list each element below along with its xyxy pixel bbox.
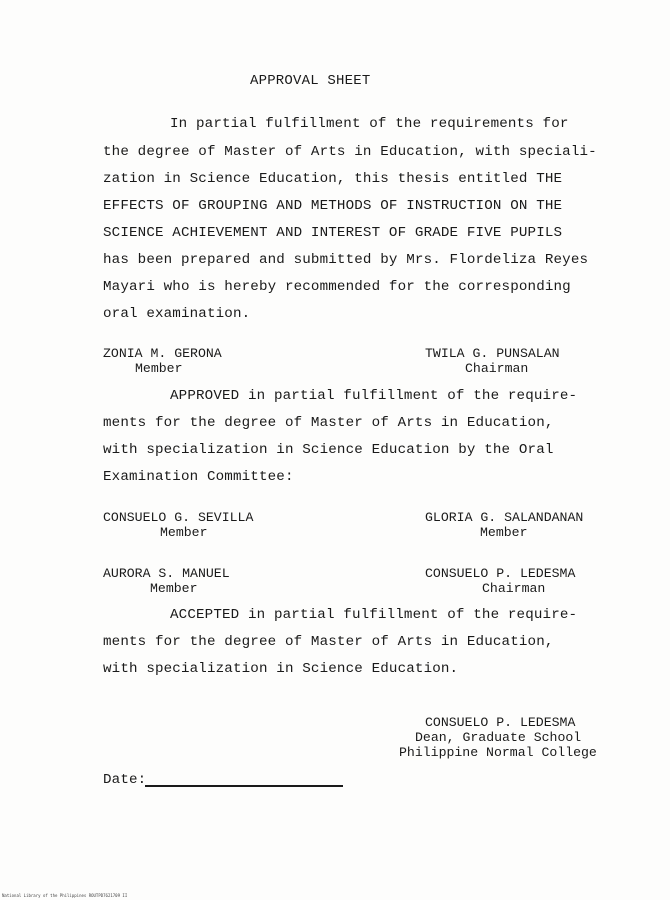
date-label: Date: — [103, 772, 147, 788]
para1-line-1: In partial fulfillment of the requirements for — [170, 116, 569, 132]
dean-name: CONSUELO P. LEDESMA — [425, 715, 576, 730]
para3-line-3: with specialization in Science Education. — [103, 661, 459, 677]
dean-institution: Philippine Normal College — [399, 745, 597, 760]
signatory-role: Chairman — [482, 581, 546, 596]
para3-line-1: ACCEPTED in partial fulfillment of the require- — [170, 607, 578, 623]
signatory-role: Chairman — [465, 361, 529, 376]
signatory-role: Member — [135, 361, 183, 376]
date-signature-line — [145, 785, 343, 787]
para1-line-4: EFFECTS OF GROUPING AND METHODS OF INSTRUCTION ON THE — [103, 198, 563, 214]
para1-line-8: oral examination. — [103, 306, 251, 322]
para2-line-1: APPROVED in partial fulfillment of the require- — [170, 388, 578, 404]
signatory-name: GLORIA G. SALANDANAN — [425, 510, 584, 525]
para2-line-4: Examination Committee: — [103, 469, 294, 485]
signatory-name: CONSUELO P. LEDESMA — [425, 566, 576, 581]
para1-line-6: has been prepared and submitted by Mrs. Flordeliza Reyes — [103, 252, 589, 268]
scan-footer: National Library of the Philippines ROUTPD7621709 II — [2, 893, 128, 898]
para1-line-2: the degree of Master of Arts in Education, with speciali- — [103, 144, 597, 160]
signatory-name: AURORA S. MANUEL — [103, 566, 230, 581]
para2-line-3: with specialization in Science Education by the Oral — [103, 442, 554, 458]
signatory-name: TWILA G. PUNSALAN — [425, 346, 560, 361]
para1-line-3: zation in Science Education, this thesis entitled THE — [103, 171, 563, 187]
signatory-role: Member — [150, 581, 198, 596]
para3-line-2: ments for the degree of Master of Arts in Education, — [103, 634, 554, 650]
signatory-role: Member — [480, 525, 528, 540]
para1-line-5: SCIENCE ACHIEVEMENT AND INTEREST OF GRADE FIVE PUPILS — [103, 225, 563, 241]
page-title: APPROVAL SHEET — [250, 73, 371, 89]
signatory-name: ZONIA M. GERONA — [103, 346, 222, 361]
para1-line-7: Mayari who is hereby recommended for the corresponding — [103, 279, 571, 295]
signatory-role: Member — [160, 525, 208, 540]
para2-line-2: ments for the degree of Master of Arts in Education, — [103, 415, 554, 431]
dean-title: Dean, Graduate School — [415, 730, 582, 745]
signatory-name: CONSUELO G. SEVILLA — [103, 510, 254, 525]
